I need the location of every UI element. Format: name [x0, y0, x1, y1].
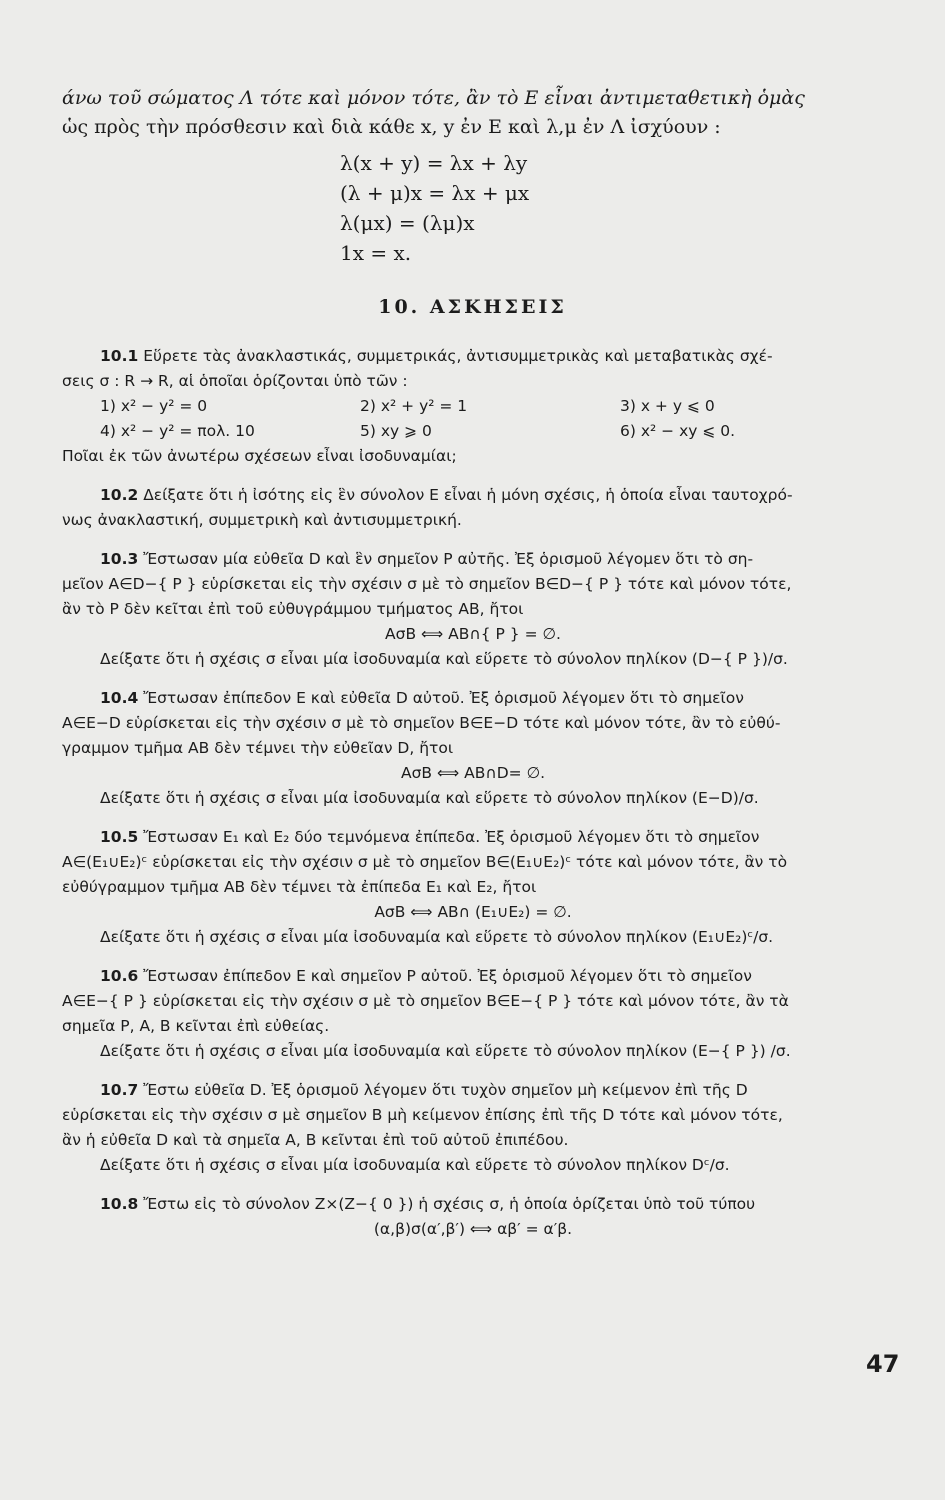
axiom-formula: λ(x + y) = λx + λy [340, 151, 528, 175]
relation-item: 1) x² − y² = 0 [100, 397, 208, 415]
exercise-text: μεῖον A∈D−{ P } εὑρίσκεται εἰς τὴν σχέσιν σ μὲ τὸ σημεῖον B∈D−{ P } τότε καὶ μόνον τότε, [62, 575, 792, 593]
exercise-text: ἂν ἡ εὐθεῖα D καὶ τὰ σημεῖα A, B κεῖνται ἐπὶ τοῦ αὐτοῦ ἐπιπέδου. [62, 1131, 569, 1149]
exercise-10-6 [62, 964, 884, 1064]
exercise-formula: AσB ⟺ AB∩{ P } = ∅. [385, 625, 561, 643]
exercise-text: Εὕρετε τὰς ἀνακλαστικάς, συμμετρικάς, ἀντισυμμετρικὰς καὶ μεταβατικὰς σχέ- [143, 347, 773, 365]
exercise-number: 10.5 [100, 828, 139, 846]
exercise-text: Ἔστωσαν E₁ καὶ E₂ δύο τεμνόμενα ἐπίπεδα. Ἐξ ὁρισμοῦ λέγομεν ὅτι τὸ σημεῖον [143, 828, 760, 846]
exercise-10-3 [62, 547, 884, 672]
exercise-task: Δείξατε ὅτι ἡ σχέσις σ εἶναι μία ἰσοδυναμία καὶ εὕρετε τὸ σύνολον πηλίκον (E−D)/σ. [100, 789, 759, 807]
relation-list [100, 394, 884, 444]
axiom-formula: 1x = x. [340, 241, 412, 265]
exercise-text: εὐθύγραμμον τμῆμα AB δὲν τέμνει τὰ ἐπίπεδα E₁ καὶ E₂, ἤτοι [62, 878, 537, 896]
page-number: 47 [866, 1350, 900, 1378]
exercise-10-7 [62, 1078, 884, 1178]
relation-item: 6) x² − xy ⩽ 0. [620, 422, 736, 440]
exercise-question: Ποῖαι ἐκ τῶν ἀνωτέρω σχέσεων εἶναι ἰσοδυναμίαι; [62, 447, 457, 465]
exercise-text: Ἔστω εἰς τὸ σύνολον Z×(Z−{ 0 }) ἡ σχέσις σ, ἡ ὁποία ὁρίζεται ὑπὸ τοῦ τύπου [143, 1195, 756, 1213]
exercise-task: Δείξατε ὅτι ἡ σχέσις σ εἶναι μία ἰσοδυναμία καὶ εὕρετε τὸ σύνολον πηλίκον (E−{ P }) /σ. [100, 1042, 791, 1060]
relation-item: 4) x² − y² = πολ. 10 [100, 422, 255, 440]
exercise-text: Δείξατε ὅτι ἡ ἰσότης εἰς ἓν σύνολον E εἶναι ἡ μόνη σχέσις, ἡ ὁποία εἶναι ταυτοχρό- [143, 486, 793, 504]
intro-line-2: ὡς πρὸς τὴν πρόσθεσιν καὶ διὰ κάθε x, y ἐν E καὶ λ,μ ἐν Λ ἰσχύουν : [62, 116, 721, 138]
axiom-formula: λ(μx) = (λμ)x [340, 211, 475, 235]
exercise-text: Ἔστωσαν μία εὐθεῖα D καὶ ἓν σημεῖον P αὐτῆς. Ἐξ ὁρισμοῦ λέγομεν ὅτι τὸ ση- [143, 550, 754, 568]
intro-line-1: άνω τοῦ σώματος Λ τότε καὶ μόνον τότε, ἂν τὸ E εἶναι ἀντιμεταθετικὴ ὁμὰς [62, 87, 805, 109]
exercise-text: εὑρίσκεται εἰς τὴν σχέσιν σ μὲ σημεῖον B μὴ κείμενον ἐπίσης ἐπὶ τῆς D τότε καὶ μόνον τότε, [62, 1106, 783, 1124]
exercise-number: 10.4 [100, 689, 139, 707]
exercise-text: σημεῖα P, A, B κεῖνται ἐπὶ εὐθείας. [62, 1017, 330, 1035]
exercise-number: 10.3 [100, 550, 139, 568]
relation-item: 2) x² + y² = 1 [360, 397, 468, 415]
exercise-text: σεις σ : R → R, αἱ ὁποῖαι ὁρίζονται ὑπὸ τῶν : [62, 372, 408, 390]
exercise-text: A∈E−{ P } εὑρίσκεται εἰς τὴν σχέσιν σ μὲ τὸ σημεῖον B∈E−{ P } τότε καὶ μόνον τότε, ἂν τὰ [62, 992, 789, 1010]
exercise-formula: AσB ⟺ AB∩ (E₁∪E₂) = ∅. [374, 903, 572, 921]
exercise-text: Ἔστωσαν ἐπίπεδον E καὶ σημεῖον P αὐτοῦ. Ἐξ ὁρισμοῦ λέγομεν ὅτι τὸ σημεῖον [143, 967, 752, 985]
exercise-number: 10.1 [100, 347, 139, 365]
exercise-task: Δείξατε ὅτι ἡ σχέσις σ εἶναι μία ἰσοδυναμία καὶ εὕρετε τὸ σύνολον πηλίκον (E₁∪E₂)ᶜ/σ. [100, 928, 774, 946]
exercise-10-2 [62, 483, 884, 533]
vector-space-axioms [340, 148, 529, 268]
exercise-number: 10.7 [100, 1081, 139, 1099]
exercise-number: 10.8 [100, 1195, 139, 1213]
exercise-list [62, 344, 884, 1256]
exercise-number: 10.2 [100, 486, 139, 504]
exercise-text: γραμμον τμῆμα AB δὲν τέμνει τὴν εὐθεῖαν D, ἤτοι [62, 739, 454, 757]
exercise-text: Ἔστω εὐθεῖα D. Ἐξ ὁρισμοῦ λέγομεν ὅτι τυχὸν σημεῖον μὴ κείμενον ἐπὶ τῆς D [143, 1081, 748, 1099]
section-heading: 10. ΑΣΚΗΣΕΙΣ [378, 296, 567, 318]
exercise-10-5 [62, 825, 884, 950]
exercise-task: Δείξατε ὅτι ἡ σχέσις σ εἶναι μία ἰσοδυναμία καὶ εὕρετε τὸ σύνολον πηλίκον Dᶜ/σ. [100, 1156, 730, 1174]
exercise-formula: (α,β)σ(α′,β′) ⟺ αβ′ = α′β. [373, 1220, 573, 1238]
relation-item: 3) x + y ⩽ 0 [620, 397, 715, 415]
exercise-text: ἂν τὸ P δὲν κεῖται ἐπὶ τοῦ εὐθυγράμμου τμήματος AB, ἤτοι [62, 600, 524, 618]
relation-item: 5) xy ⩾ 0 [360, 422, 432, 440]
exercise-10-1 [62, 344, 884, 469]
intro-paragraph [62, 84, 892, 142]
exercise-text: A∈(E₁∪E₂)ᶜ εὑρίσκεται εἰς τὴν σχέσιν σ μὲ τὸ σημεῖον B∈(E₁∪E₂)ᶜ τότε καὶ μόνον τότε, ἂν τὸ [62, 853, 788, 871]
exercise-formula: AσB ⟺ AB∩D= ∅. [401, 764, 545, 782]
exercise-text: νως ἀνακλαστική, συμμετρικὴ καὶ ἀντισυμμετρική. [62, 511, 462, 529]
exercise-text: Ἔστωσαν ἐπίπεδον E καὶ εὐθεῖα D αὐτοῦ. Ἐξ ὁρισμοῦ λέγομεν ὅτι τὸ σημεῖον [143, 689, 744, 707]
exercise-10-4 [62, 686, 884, 811]
exercise-text: A∈E−D εὑρίσκεται εἰς τὴν σχέσιν σ μὲ τὸ σημεῖον B∈E−D τότε καὶ μόνον τότε, ἂν τὸ εὐθύ- [62, 714, 781, 732]
exercise-10-8 [62, 1192, 884, 1242]
axiom-formula: (λ + μ)x = λx + μx [340, 181, 530, 205]
exercise-task: Δείξατε ὅτι ἡ σχέσις σ εἶναι μία ἰσοδυναμία καὶ εὕρετε τὸ σύνολον πηλίκον (D−{ P })/σ. [100, 650, 788, 668]
exercise-number: 10.6 [100, 967, 139, 985]
